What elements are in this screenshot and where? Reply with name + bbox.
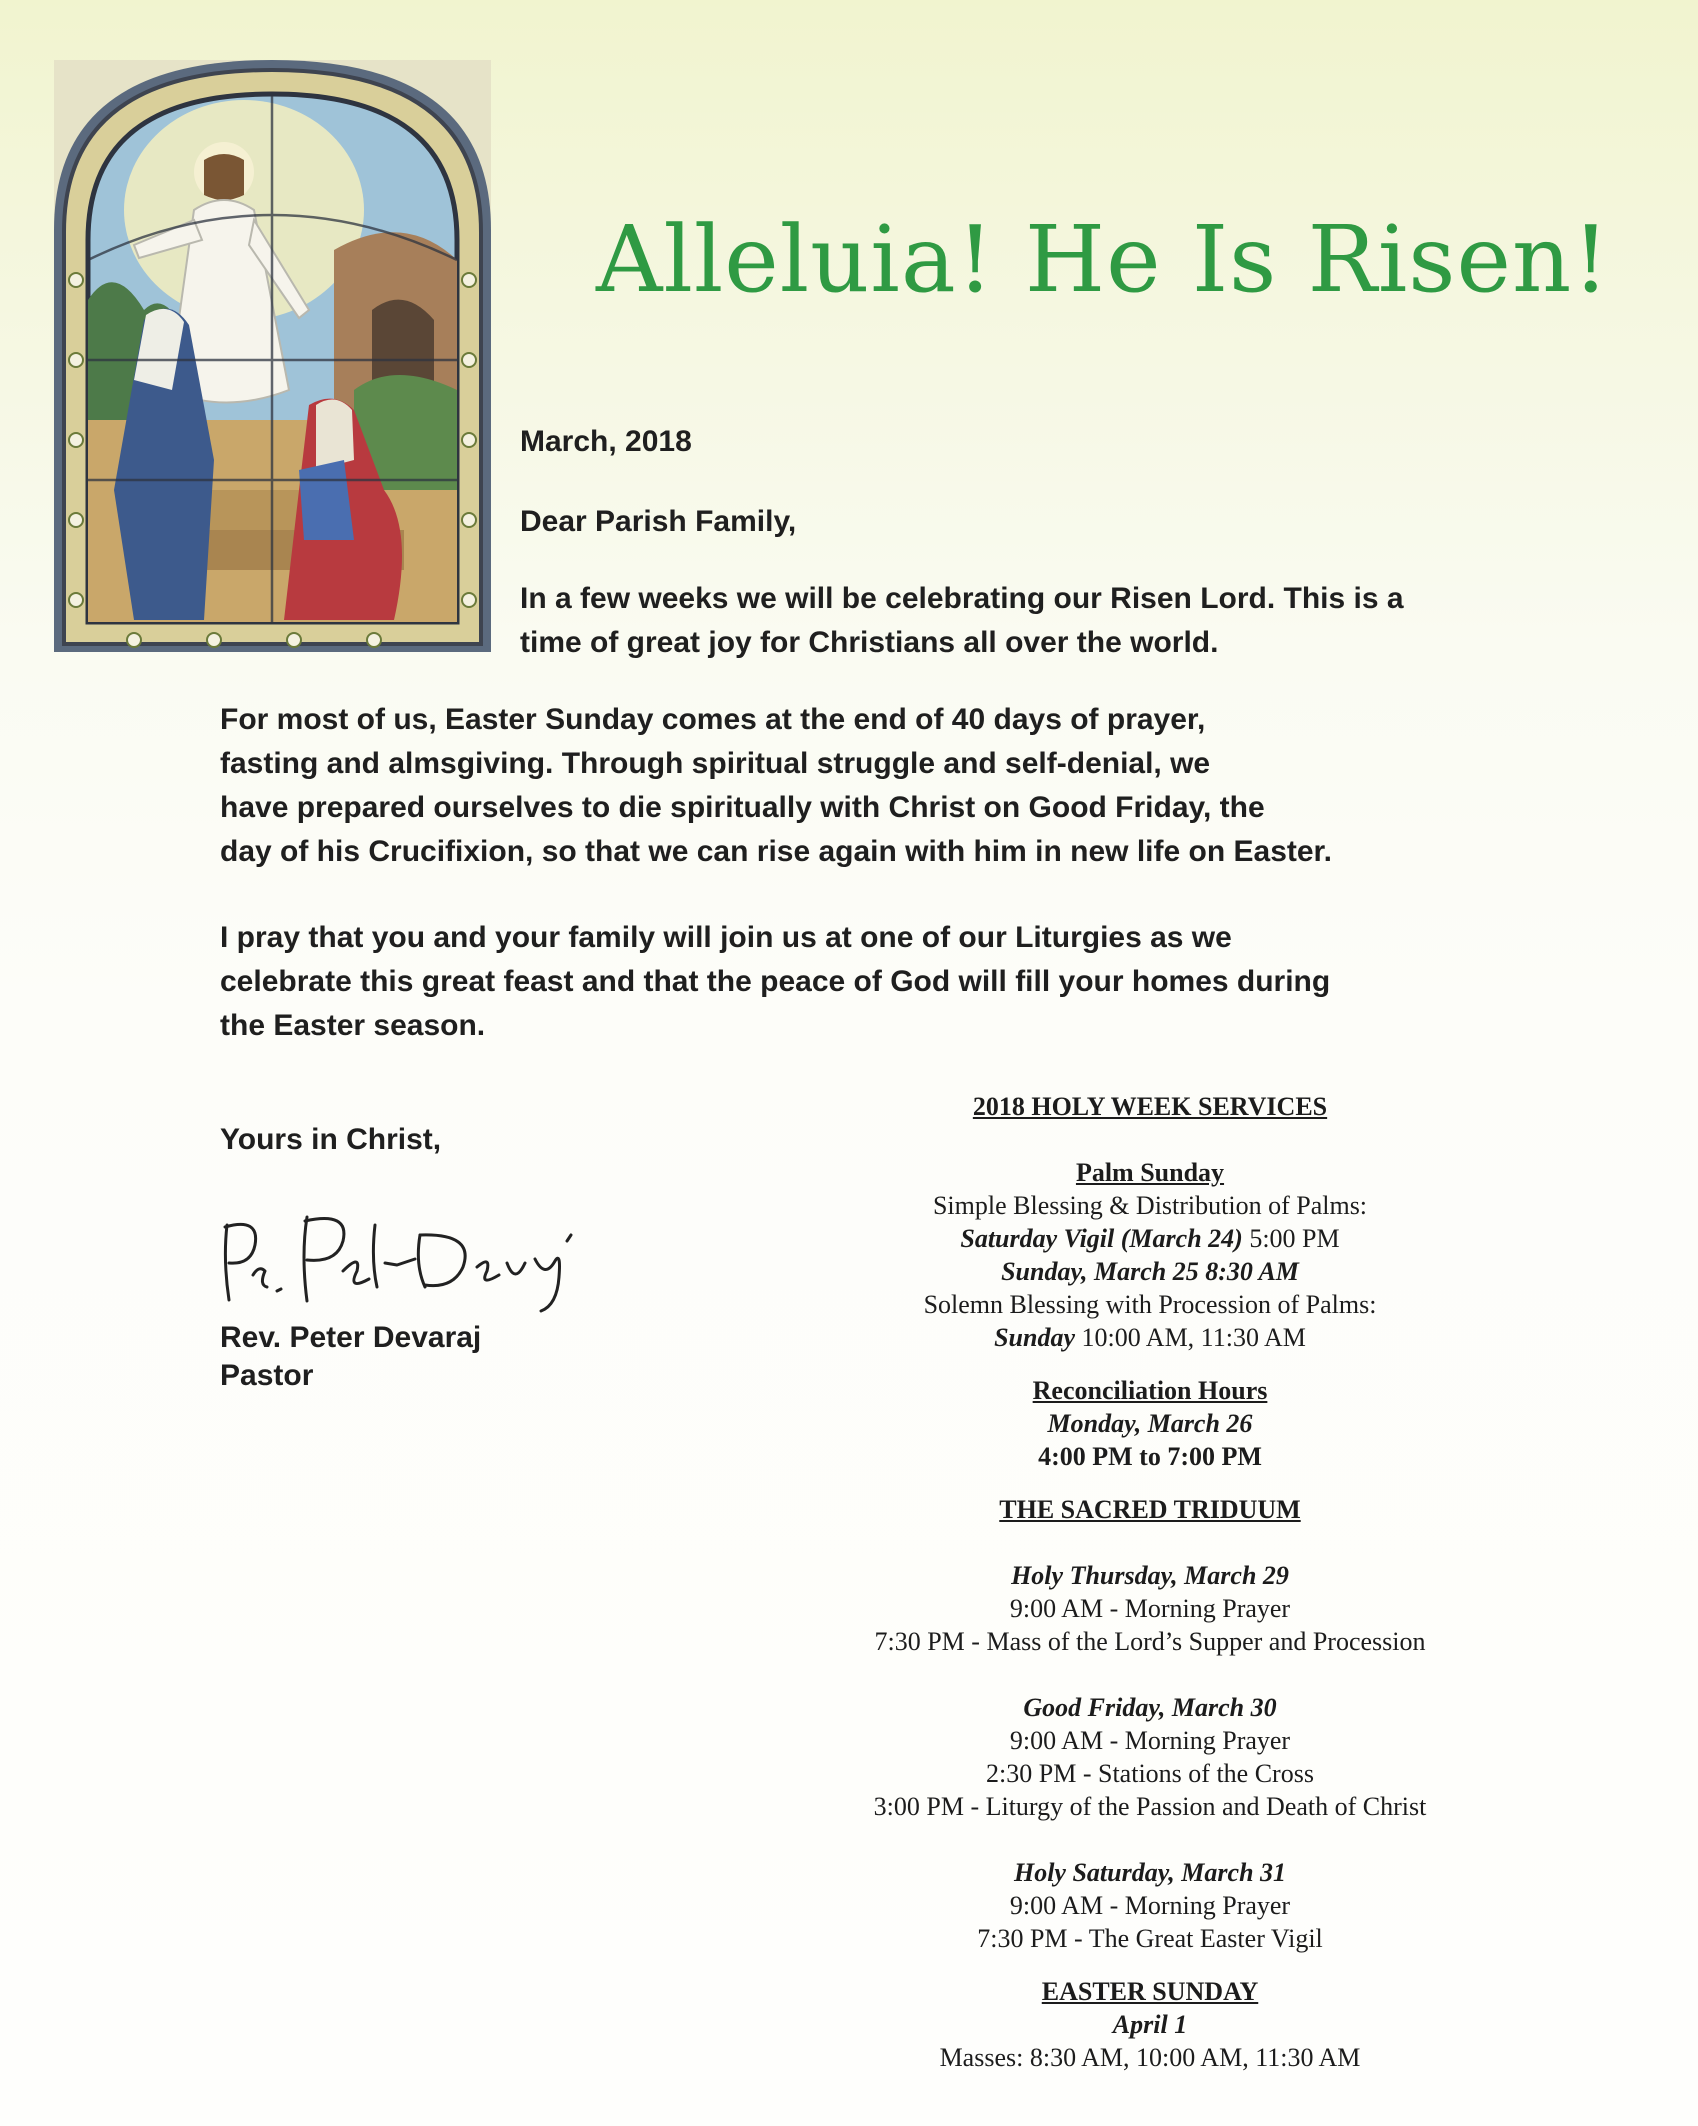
palm-sunday-line: Sunday, March 25 8:30 AM [1001, 1257, 1299, 1286]
good-friday-item: 3:00 PM - Liturgy of the Passion and Death of Christ [873, 1792, 1427, 1821]
palm-sunday-line [780, 1222, 1520, 1255]
reconciliation-heading: Reconciliation Hours [1032, 1376, 1268, 1405]
good-friday-item: 2:30 PM - Stations of the Cross [986, 1759, 1314, 1788]
paragraph-2-line: have prepared ourselves to die spiritually with Christ on Good Friday, the [220, 791, 1265, 824]
paragraph-1-line: In a few weeks we will be celebrating our Risen Lord. This is a [520, 582, 1404, 615]
palm-sunday-heading: Palm Sunday [1075, 1158, 1225, 1187]
schedule-title: 2018 HOLY WEEK SERVICES [972, 1092, 1328, 1121]
pastor-title: Pastor [220, 1359, 314, 1392]
paragraph-3-line: celebrate this great feast and that the peace of God will fill your homes during [220, 965, 1331, 998]
holy-thursday-item: 9:00 AM - Morning Prayer [1009, 1594, 1291, 1623]
holy-week-schedule [780, 1090, 1520, 2074]
holy-thursday-day: Holy Thursday, March 29 [1011, 1561, 1289, 1590]
pastor-name: Rev. Peter Devaraj [220, 1321, 482, 1354]
paragraph-2-line: fasting and almsgiving. Through spiritual struggle and self-denial, we [220, 747, 1211, 780]
easter-sunday-heading: EASTER SUNDAY [1041, 1977, 1259, 2006]
stained-glass-window-image [54, 60, 491, 652]
easter-sunday-masses: Masses: 8:30 AM, 10:00 AM, 11:30 AM [939, 2043, 1361, 2072]
letter-paragraph-1 [520, 577, 1520, 665]
letter-salutation: Dear Parish Family, [520, 505, 797, 538]
good-friday-day: Good Friday, March 30 [1023, 1693, 1277, 1722]
letter-closing: Yours in Christ, [220, 1123, 442, 1156]
reconciliation-time: 4:00 PM to 7:00 PM [1038, 1442, 1262, 1471]
paragraph-1-line: time of great joy for Christians all over the world. [520, 626, 1219, 659]
holy-saturday-item: 7:30 PM - The Great Easter Vigil [977, 1924, 1323, 1953]
paragraph-3-line: the Easter season. [220, 1009, 486, 1042]
holy-saturday-day: Holy Saturday, March 31 [1013, 1858, 1287, 1887]
good-friday-item: 9:00 AM - Morning Prayer [1009, 1726, 1291, 1755]
letter-date: March, 2018 [520, 425, 692, 458]
paragraph-2-line: For most of us, Easter Sunday comes at the end of 40 days of prayer, [220, 703, 1206, 736]
letter-paragraph-2 [220, 698, 1510, 874]
headline-alleluia: Alleluia! He Is Risen! [596, 206, 1611, 313]
handwritten-signature [215, 1205, 615, 1315]
paragraph-2-line: day of his Crucifixion, so that we can rise again with him in new life on Easter. [220, 835, 1332, 868]
palm-sunday-solemn-day: Sunday [994, 1323, 1075, 1352]
triduum-title: THE SACRED TRIDUUM [999, 1495, 1301, 1524]
palm-sunday-solemn-time: 10:00 AM, 11:30 AM [1075, 1323, 1306, 1352]
paragraph-3-line: I pray that you and your family will join us at one of our Liturgies as we [220, 921, 1232, 954]
palm-sunday-line: Simple Blessing & Distribution of Palms: [932, 1191, 1368, 1220]
easter-sunday-day: April 1 [1112, 2010, 1188, 2039]
palm-sunday-line [780, 1321, 1520, 1354]
palm-sunday-vigil-time: 5:00 PM [1242, 1224, 1340, 1253]
palm-sunday-vigil-day: Saturday Vigil (March 24) [960, 1224, 1243, 1253]
palm-sunday-line: Solemn Blessing with Procession of Palms: [923, 1290, 1377, 1319]
holy-thursday-item: 7:30 PM - Mass of the Lord’s Supper and Procession [874, 1627, 1426, 1656]
letter-paragraph-3 [220, 916, 1510, 1048]
reconciliation-day: Monday, March 26 [1047, 1409, 1253, 1438]
holy-saturday-item: 9:00 AM - Morning Prayer [1009, 1891, 1291, 1920]
